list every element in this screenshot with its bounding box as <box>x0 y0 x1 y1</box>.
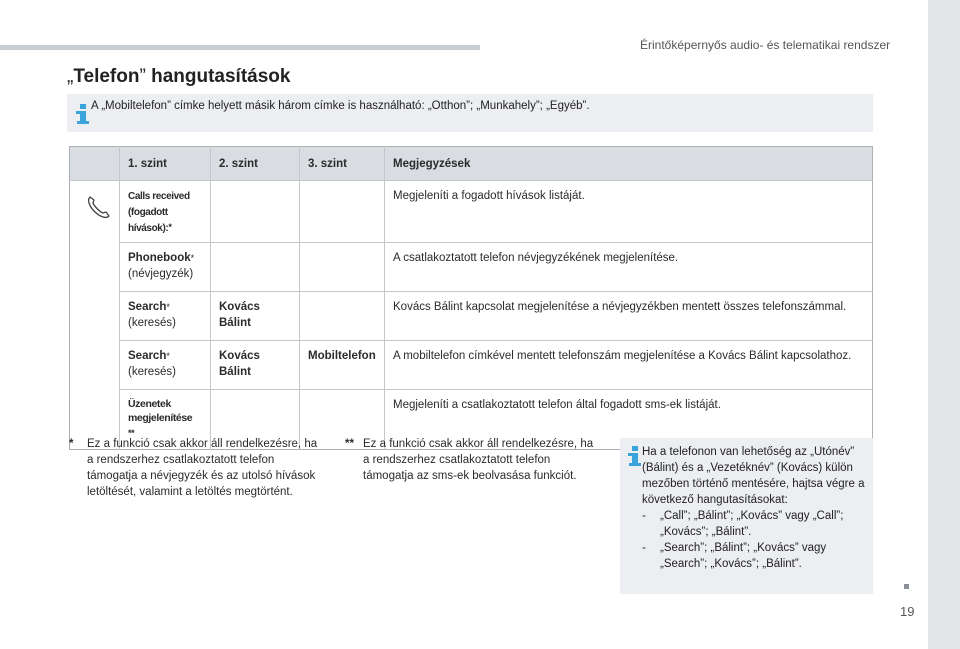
footnote-marker: * <box>166 302 170 312</box>
col-header-level3: 3. szint <box>300 147 385 181</box>
tip-list <box>642 508 870 572</box>
phone-icon <box>86 194 112 220</box>
page-number: 19 <box>900 604 915 619</box>
table-row <box>70 292 873 341</box>
page-edge-strip <box>928 0 960 649</box>
tip-list-item: - „Call”; „Bálint”; „Kovács” vagy „Call”; „Kovács”; „Bálint”. <box>642 508 870 540</box>
command-label: Phonebook <box>128 252 191 264</box>
info-icon <box>76 104 90 124</box>
level1-cell <box>120 341 211 390</box>
footnote-text: Ez a funkció csak akkor áll rendelkezésre, ha a rendszerhez csatlakoztatott telefon támogatja a névjegyzék és az utolsó hívások letöltését, valamint a letöltés megtörtént. <box>87 438 318 498</box>
level3-cell <box>300 243 385 292</box>
tip-list-item: - „Search”; „Bálint”; „Kovács” vagy „Search”; „Kovács”; „Bálint”. <box>642 540 870 572</box>
contact-firstname: Bálint <box>219 317 251 329</box>
footnote-marker: * <box>166 351 170 361</box>
command-label: Calls received (fogadott hívások): <box>128 191 190 234</box>
icon-cell <box>70 181 120 450</box>
title-open-quote: „ <box>67 66 74 87</box>
tip-intro: Ha a telefonon van lehetőség az „Utónév” (Bálint) és a „Vezetéknév” (Kovács) külön mezőben történő mentésére, hajtsa végre a következő hangutasításokat: <box>642 446 865 506</box>
info-note-text: A „Mobiltelefon” címke helyett másik három címke is használható: „Otthon”; „Munkahely”; „Egyéb”. <box>91 100 590 112</box>
voice-command-table <box>69 146 873 450</box>
info-note <box>67 94 873 132</box>
table-row <box>70 341 873 390</box>
footnote-mark: ** <box>345 438 354 450</box>
contact-surname: Kovács <box>219 350 260 362</box>
level2-cell <box>211 341 300 390</box>
corner-mark <box>904 584 909 589</box>
col-header-level1: 1. szint <box>120 147 211 181</box>
command-label: Search <box>128 350 167 362</box>
note-cell: A mobiltelefon címkével mentett telefonszám megjelenítése a Kovács Bálint kapcsolathoz. <box>385 341 873 390</box>
command-label: Üzenetek megjelenítése <box>128 398 193 424</box>
footnote-text: Ez a funkció csak akkor áll rendelkezésre, ha a rendszerhez csatlakoztatott telefon támogatja az sms-ek beolvasása funkciót. <box>363 438 594 482</box>
title-close-quote: ” <box>139 66 146 87</box>
level1-cell <box>120 292 211 341</box>
page-title <box>67 66 290 88</box>
note-cell: Kovács Bálint kapcsolat megjelenítése a névjegyzékben mentett összes telefonszámmal. <box>385 292 873 341</box>
col-header-notes: Megjegyzések <box>385 147 873 181</box>
table-row <box>70 181 873 243</box>
footnote-marker: ** <box>128 428 135 438</box>
table-header-row <box>70 147 873 181</box>
tip-text <box>642 444 870 572</box>
note-cell: Megjeleníti a csatlakoztatott telefon által fogadott sms-ek listáját. <box>385 390 873 450</box>
footnote-mark: * <box>69 438 74 450</box>
title-word: Telefon <box>73 66 140 87</box>
command-translation: (keresés) <box>128 317 176 329</box>
level2-cell <box>211 181 300 243</box>
icon-header-cell <box>70 147 120 181</box>
tip-panel <box>620 438 873 594</box>
footnote-single-star <box>69 436 319 526</box>
info-icon <box>628 446 642 466</box>
level1-cell <box>120 181 211 243</box>
level3-cell <box>300 181 385 243</box>
level1-cell <box>120 243 211 292</box>
level2-cell <box>211 292 300 341</box>
contact-surname: Kovács <box>219 301 260 313</box>
title-rest: hangutasítások <box>145 66 291 87</box>
section-header-title: Érintőképernyős audio- és telematikai rendszer <box>640 38 891 52</box>
footnote-double-star <box>345 436 595 496</box>
note-cell: Megjeleníti a fogadott hívások listáját. <box>385 181 873 243</box>
command-translation: (névjegyzék) <box>128 268 194 280</box>
footnote-marker: * <box>168 222 172 232</box>
table-row <box>70 243 873 292</box>
contact-firstname: Bálint <box>219 366 251 378</box>
level2-cell <box>211 243 300 292</box>
header-rule <box>0 45 480 50</box>
level3-cell: Mobiltelefon <box>300 341 385 390</box>
command-label: Search <box>128 301 167 313</box>
command-translation: (keresés) <box>128 366 176 378</box>
level3-cell <box>300 292 385 341</box>
note-cell: A csatlakoztatott telefon névjegyzékének megjelenítése. <box>385 243 873 292</box>
col-header-level2: 2. szint <box>211 147 300 181</box>
footnote-marker: * <box>190 253 195 263</box>
